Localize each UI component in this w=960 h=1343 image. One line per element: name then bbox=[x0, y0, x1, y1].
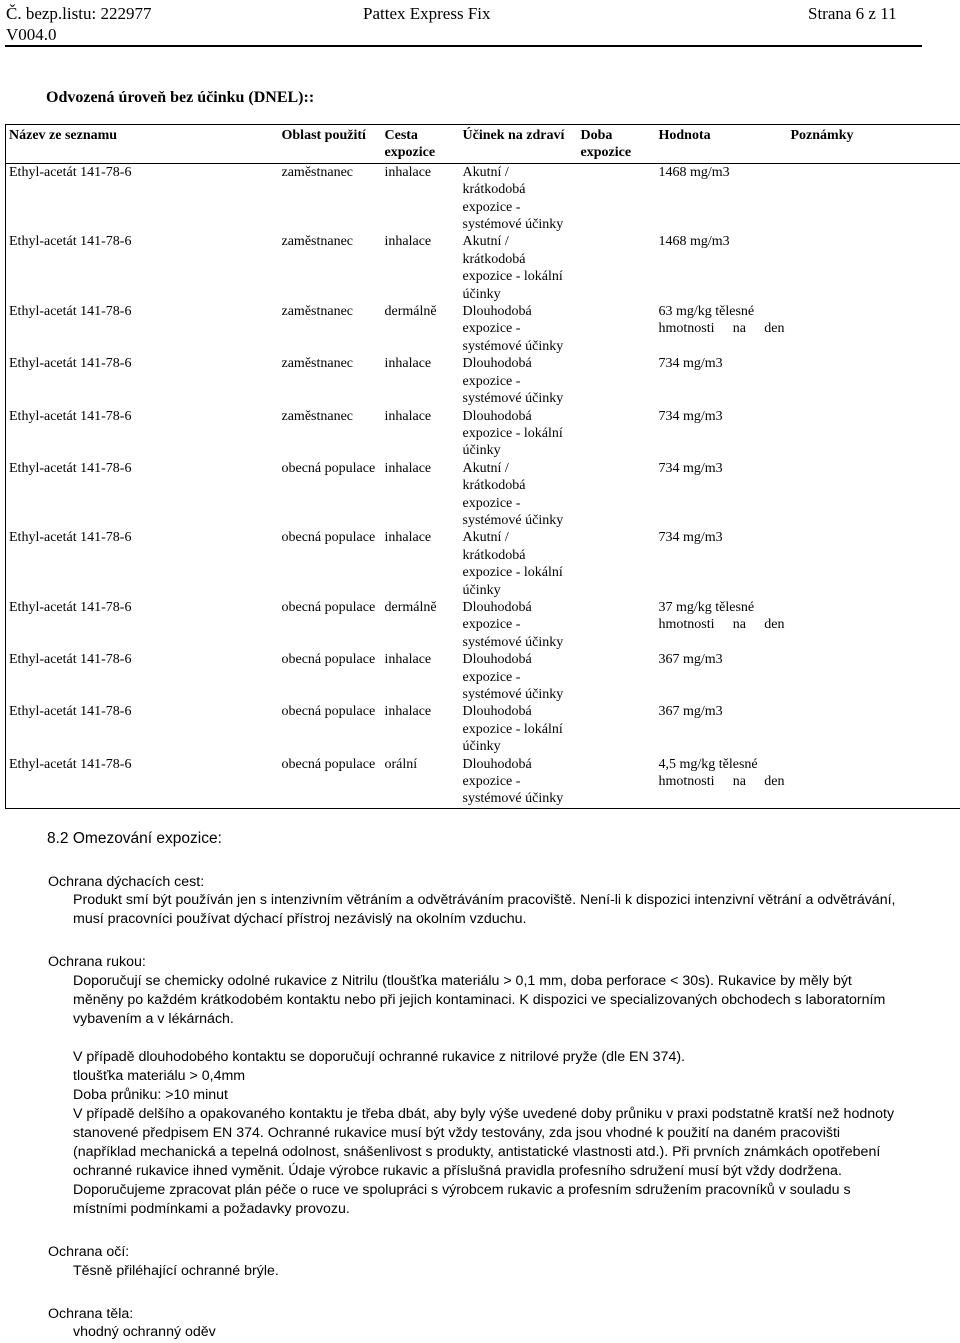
hand-label: Ochrana rukou: bbox=[48, 954, 146, 970]
col-header: Doba expozice bbox=[580, 128, 632, 161]
usage-area: zaměstnanec bbox=[281, 408, 354, 424]
usage-area: obecná populace bbox=[281, 460, 376, 476]
col-header: Cesta expozice bbox=[384, 128, 436, 161]
table-row bbox=[6, 460, 960, 530]
substance-name: Ethyl-acetát 141-78-6 bbox=[9, 704, 132, 720]
exposure-route: inhalace bbox=[384, 652, 432, 668]
dnel-value: 734 mg/m3 bbox=[658, 408, 723, 424]
dnel-value: 734 mg/m3 bbox=[658, 356, 723, 372]
col-header: Hodnota bbox=[658, 128, 711, 143]
dnel-value: 734 mg/m3 bbox=[658, 530, 723, 546]
notes bbox=[788, 529, 960, 599]
body-protection-label: Ochrana těla: bbox=[48, 1306, 134, 1322]
col-header: Oblast použití bbox=[281, 128, 366, 143]
version: V004.0 bbox=[6, 25, 57, 44]
usage-area: zaměstnanec bbox=[281, 234, 354, 250]
dnel-value: 1468 mg/m3 bbox=[658, 234, 730, 250]
hand-text-2c: Doba průniku: >10 minut bbox=[73, 1087, 228, 1103]
table-row bbox=[6, 703, 960, 755]
respiratory-label: Ochrana dýchacích cest: bbox=[48, 874, 205, 890]
exposure-route: inhalace bbox=[384, 408, 432, 424]
notes bbox=[788, 233, 960, 303]
substance-name: Ethyl-acetát 141-78-6 bbox=[9, 234, 132, 250]
health-effect: Dlouhodobá expozice - systémové účinky bbox=[462, 304, 564, 354]
exposure-duration bbox=[578, 163, 656, 233]
usage-area: zaměstnanec bbox=[281, 304, 354, 320]
health-effect: Dlouhodobá expozice - systémové účinky bbox=[462, 356, 564, 407]
col-header: Poznámky bbox=[790, 128, 854, 143]
substance-name: Ethyl-acetát 141-78-6 bbox=[9, 460, 132, 476]
header-divider bbox=[5, 45, 922, 47]
usage-area: obecná populace bbox=[281, 599, 376, 615]
usage-area: zaměstnanec bbox=[281, 356, 354, 372]
substance-name: Ethyl-acetát 141-78-6 bbox=[9, 530, 132, 546]
exposure-duration bbox=[578, 599, 656, 651]
notes bbox=[788, 163, 960, 233]
exposure-duration bbox=[578, 529, 656, 599]
notes bbox=[788, 408, 960, 460]
substance-name: Ethyl-acetát 141-78-6 bbox=[9, 356, 132, 372]
substance-name: Ethyl-acetát 141-78-6 bbox=[9, 408, 132, 424]
substance-name: Ethyl-acetát 141-78-6 bbox=[9, 304, 132, 320]
dnel-value: 37 mg/kg tělesné hmotnosti na den bbox=[658, 599, 785, 633]
table-row bbox=[6, 651, 960, 703]
dnel-value: 734 mg/m3 bbox=[658, 460, 723, 476]
table-row bbox=[6, 303, 960, 355]
notes bbox=[788, 355, 960, 407]
notes bbox=[788, 460, 960, 530]
substance-name: Ethyl-acetát 141-78-6 bbox=[9, 756, 132, 772]
table-row bbox=[6, 233, 960, 303]
dnel-value: 4,5 mg/kg tělesné hmotnosti na den bbox=[658, 756, 785, 790]
dnel-title: Odvozená úroveň bez účinku (DNEL):: bbox=[46, 89, 315, 106]
table-row bbox=[6, 355, 960, 407]
table-row bbox=[6, 529, 960, 599]
notes bbox=[788, 599, 960, 651]
exposure-duration bbox=[578, 303, 656, 355]
notes bbox=[788, 651, 960, 703]
doc-number: Č. bezp.listu: 222977 bbox=[6, 4, 152, 23]
exposure-route: inhalace bbox=[384, 460, 432, 476]
hand-text-1: Doporučují se chemicky odolné rukavice z Nitrilu (tloušťka materiálu > 0,1 mm, doba perforace < 30s). Rukavice by měly být měněny po každém krátkodobém kontaktu nebo při jejich kontaminaci. K dispozici ve specializovaných obchodech s laboratorním vybavením a v lékárnách. bbox=[73, 973, 886, 1027]
notes bbox=[788, 703, 960, 755]
usage-area: obecná populace bbox=[281, 652, 376, 668]
substance-name: Ethyl-acetát 141-78-6 bbox=[9, 164, 132, 180]
health-effect: Akutní / krátkodobá expozice - lokální účinky bbox=[462, 530, 563, 598]
col-header: Název ze seznamu bbox=[9, 128, 118, 143]
exposure-route: inhalace bbox=[384, 704, 432, 720]
substance-name: Ethyl-acetát 141-78-6 bbox=[9, 599, 132, 615]
exposure-duration bbox=[578, 460, 656, 530]
exposure-duration bbox=[578, 651, 656, 703]
table-row bbox=[6, 756, 960, 809]
health-effect: Akutní / krátkodobá expozice - systémové účinky bbox=[462, 460, 564, 528]
usage-area: obecná populace bbox=[281, 530, 376, 546]
exposure-duration bbox=[578, 233, 656, 303]
table-row bbox=[6, 599, 960, 651]
page-header bbox=[0, 4, 960, 48]
health-effect: Dlouhodobá expozice - lokální účinky bbox=[462, 408, 563, 459]
respiratory-text: Produkt smí být používán jen s intenzivním větráním a odvětráváním pracoviště. Není-li k dispozici intenzivní větrání a odvětrávání, musí pracovníci používat dýchací přístroj nezávislý na okolním vzduchu. bbox=[73, 892, 896, 927]
body-protection-text: vhodný ochranný oděv bbox=[73, 1324, 216, 1340]
exposure-duration bbox=[578, 756, 656, 809]
exposure-route: inhalace bbox=[384, 530, 432, 546]
dnel-value: 367 mg/m3 bbox=[658, 704, 723, 720]
dnel-value: 63 mg/kg tělesné hmotnosti na den bbox=[658, 304, 785, 337]
hand-text-2d: V případě delšího a opakovaného kontaktu je třeba dbát, aby byly výše uvedené doby průniku v praxi podstatně kratší než hodnoty stanovené předpisem EN 374. Ochranné rukavice musí být vždy testovány, zda jsou vhodné k použití na daném pracovišti (například mechanická a tepelná odolnost, snášenlivost s produkty, antistatické vlastnosti atd.). Při prvních známkách opotřebení ochranné rukavice ihned vyměnit. Údaje výrobce rukavic a příslušná pravidla profesního sdružení musí být vždy dodržena. Doporučujeme zpracovat plán péče o ruce ve spolupráci s výrobcem rukavic a profesním sdružením pracovníků v souladu s místními podmínkami a požadavky provozu. bbox=[73, 1106, 895, 1217]
exposure-route: dermálně bbox=[384, 304, 437, 320]
hand-text-2b: tloušťka materiálu > 0,4mm bbox=[73, 1068, 246, 1084]
section-8-2-title: 8.2 Omezování expozice: bbox=[47, 830, 222, 847]
dnel-table bbox=[5, 124, 960, 809]
health-effect: Akutní / krátkodobá expozice - systémové účinky bbox=[462, 164, 564, 233]
col-header: Účinek na zdraví bbox=[462, 128, 565, 143]
eye-label: Ochrana očí: bbox=[48, 1244, 130, 1260]
exposure-route: inhalace bbox=[384, 164, 432, 180]
health-effect: Akutní / krátkodobá expozice - lokální účinky bbox=[462, 234, 563, 302]
hand-text-2a: V případě dlouhodobého kontaktu se doporučují ochranné rukavice z nitrilové pryže (dle EN 374). bbox=[73, 1049, 686, 1065]
usage-area: obecná populace bbox=[281, 704, 376, 720]
health-effect: Dlouhodobá expozice - systémové účinky bbox=[462, 756, 564, 807]
product-name: Pattex Express Fix bbox=[363, 4, 491, 23]
notes bbox=[788, 756, 960, 809]
health-effect: Dlouhodobá expozice - systémové účinky bbox=[462, 652, 564, 702]
exposure-route: inhalace bbox=[384, 234, 432, 250]
page-number: Strana 6 z 11 bbox=[808, 4, 897, 23]
exposure-duration bbox=[578, 703, 656, 755]
exposure-duration bbox=[578, 355, 656, 407]
usage-area: zaměstnanec bbox=[281, 164, 354, 180]
exposure-route: orální bbox=[384, 756, 418, 772]
exposure-duration bbox=[578, 408, 656, 460]
notes bbox=[788, 303, 960, 355]
exposure-route: dermálně bbox=[384, 599, 437, 615]
table-row bbox=[6, 163, 960, 233]
substance-name: Ethyl-acetát 141-78-6 bbox=[9, 652, 132, 668]
dnel-value: 367 mg/m3 bbox=[658, 652, 723, 668]
exposure-route: inhalace bbox=[384, 356, 432, 372]
eye-text: Těsně přiléhající ochranné brýle. bbox=[73, 1263, 279, 1279]
health-effect: Dlouhodobá expozice - lokální účinky bbox=[462, 704, 563, 755]
table-row bbox=[6, 408, 960, 460]
table-header-row bbox=[6, 125, 960, 164]
usage-area: obecná populace bbox=[281, 756, 376, 772]
health-effect: Dlouhodobá expozice - systémové účinky bbox=[462, 599, 564, 650]
dnel-value: 1468 mg/m3 bbox=[658, 164, 730, 180]
